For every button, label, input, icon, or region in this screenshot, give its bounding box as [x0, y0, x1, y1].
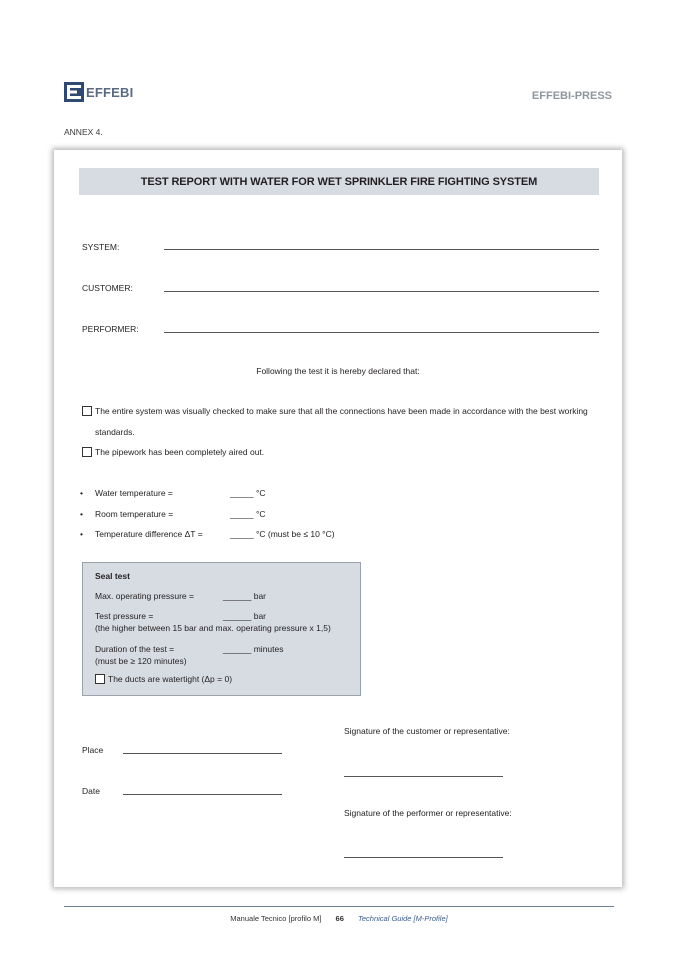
watertight-row — [95, 674, 232, 684]
customer-input-line[interactable] — [164, 291, 599, 292]
check-row-visual — [82, 401, 610, 443]
seal-test-box — [82, 562, 361, 696]
company-logo — [64, 82, 133, 102]
brand-name: EFFEBI-PRESS — [531, 90, 612, 102]
check-row-aired — [82, 442, 264, 463]
bullet-dot: • — [80, 488, 83, 498]
temp-diff-label: Temperature difference ΔT = — [95, 529, 203, 539]
form-title-bar — [79, 168, 599, 195]
watertight-checkbox[interactable] — [95, 674, 105, 684]
duration-label: Duration of the test = — [95, 644, 175, 654]
room-temp-label: Room temperature = — [95, 509, 174, 519]
temp-diff-value[interactable]: _____ °C (must be ≤ 10 °C) — [230, 529, 335, 539]
footer-divider — [64, 906, 614, 907]
test-pressure-value[interactable]: ______ bar — [223, 611, 267, 621]
page-footer — [0, 914, 678, 923]
visual-check-checkbox[interactable] — [82, 406, 92, 416]
bullet-dot: • — [80, 529, 83, 539]
customer-label: CUSTOMER: — [82, 283, 133, 293]
place-input-line[interactable] — [123, 753, 282, 754]
performer-input-line[interactable] — [164, 332, 599, 333]
visual-check-text: The entire system was visually checked to make sure that all the connections have been made in accordance with the best working standards. — [95, 406, 588, 437]
performer-signature-line[interactable] — [344, 857, 503, 858]
seal-test-title: Seal test — [95, 571, 130, 581]
declaration-text: Following the test it is hereby declared that: — [256, 366, 420, 376]
performer-label: PERFORMER: — [82, 324, 139, 334]
logo-mark-icon — [64, 82, 84, 102]
water-temp-value[interactable]: _____ °C — [230, 488, 266, 498]
room-temp-value[interactable]: _____ °C — [230, 509, 266, 519]
duration-value[interactable]: ______ minutes — [223, 644, 284, 654]
footer-left-text: Manuale Tecnico [profilo M] — [230, 914, 322, 923]
form-title: TEST REPORT WITH WATER FOR WET SPRINKLER FIRE FIGHTING SYSTEM — [140, 175, 538, 188]
date-input-line[interactable] — [123, 794, 282, 795]
max-pressure-value[interactable]: ______ bar — [223, 591, 267, 601]
annex-label: ANNEX 4. — [64, 127, 103, 137]
form-sheet — [54, 150, 622, 887]
aired-out-text: The pipework has been completely aired out. — [95, 447, 265, 457]
customer-signature-label: Signature of the customer or representative: — [344, 726, 510, 736]
water-temp-label: Water temperature = — [95, 488, 173, 498]
date-label: Date — [82, 786, 100, 796]
footer-right-text: Technical Guide [M-Profile] — [357, 914, 448, 923]
performer-signature-label: Signature of the performer or representative: — [344, 808, 512, 818]
test-pressure-label: Test pressure = — [95, 611, 154, 621]
watertight-text: The ducts are watertight (Δp = 0) — [108, 674, 233, 684]
duration-note: (must be ≥ 120 minutes) — [95, 656, 187, 666]
customer-signature-line[interactable] — [344, 776, 503, 777]
system-input-line[interactable] — [164, 249, 599, 250]
test-pressure-note: (the higher between 15 bar and max. operating pressure x 1,5) — [95, 623, 331, 633]
logo-text: EFFEBI — [86, 84, 134, 100]
max-pressure-label: Max. operating pressure = — [95, 591, 194, 601]
bullet-dot: • — [80, 509, 83, 519]
system-label: SYSTEM: — [82, 242, 120, 252]
place-label: Place — [82, 745, 104, 755]
page-number: 66 — [335, 914, 344, 923]
aired-out-checkbox[interactable] — [82, 447, 92, 457]
